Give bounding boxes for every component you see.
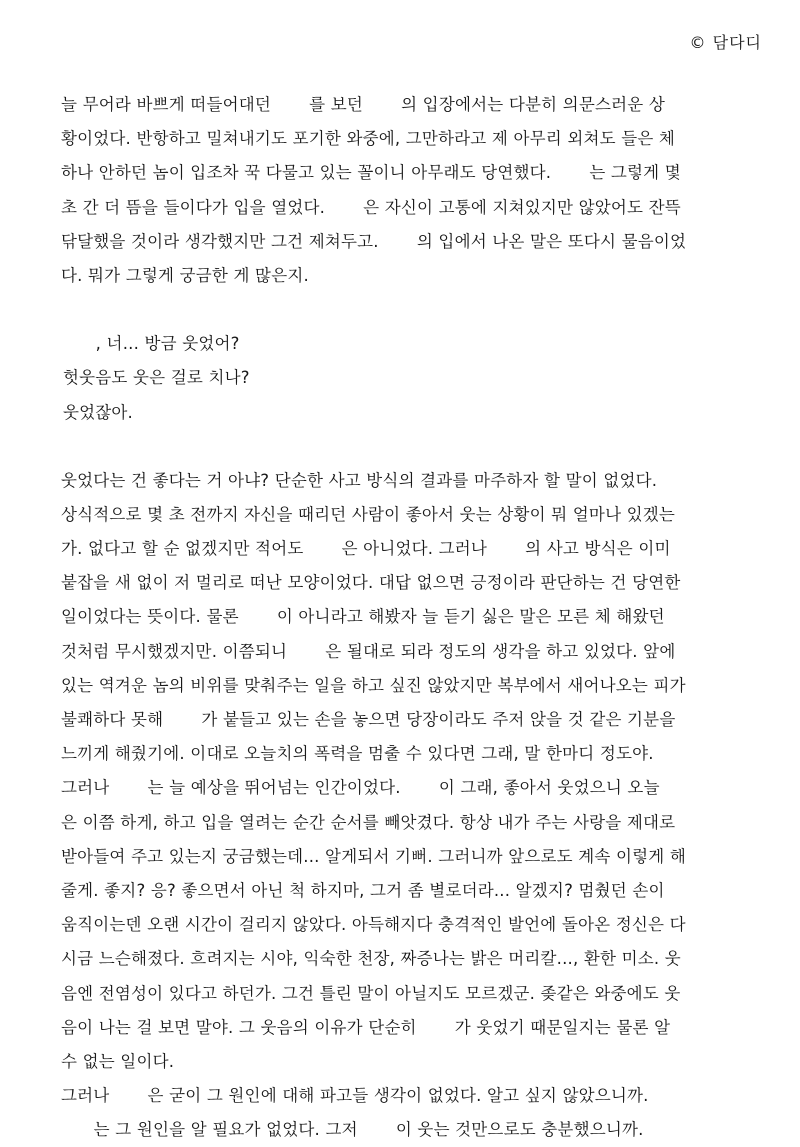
text-line: 하나 안하던 놈이 입조차 꾹 다물고 있는 꼴이니 아무래도 당연했다. 는 그렇게 몇 [61,163,681,183]
text-line: 상식적으로 몇 초 전까지 자신을 때리던 사람이 좋아서 웃는 상황이 뭐 얼마나 있겠는 [61,504,676,524]
text-line: 수 없는 일이다. [61,1051,175,1071]
text-line: 웃었다는 건 좋다는 거 아냐? 단순한 사고 방식의 결과를 마주하자 할 말이 없었다. [61,470,658,490]
dialogue-line: 웃었잖아. [63,402,134,422]
text-line: 일이었다는 뜻이다. 물론 이 아니라고 해봤자 늘 듣기 싫은 말은 모른 체 해왔던 [61,607,665,627]
text-line: 초 간 더 뜸을 들이다가 입을 열었다. 은 자신이 고통에 지쳐있지만 않았어도 잔뜩 [61,197,681,217]
text-line: 움직이는덴 오랜 시간이 걸리지 않았다. 아득해지다 충격적인 발언에 돌아온 정신은 다 [61,915,686,935]
text-line: 것처럼 무시했겠지만. 이쯤되니 은 될대로 되라 정도의 생각을 하고 있었다. 앞에 [61,641,676,661]
text-line: 줄게. 좋지? 응? 좋으면서 아닌 척 하지마, 그거 좀 별로더라... 알겠지? 멈췄던 손이 [61,880,665,900]
text-line: 그러나 은 굳이 그 원인에 대해 파고들 생각이 없었다. 알고 싶지 않았으니까. [61,1086,649,1106]
author-credit: © 담다디 [689,33,762,52]
paragraph-gap [61,430,761,464]
text-line: 그러나 는 늘 예상을 뛰어넘는 인간이었다. 이 그래, 좋아서 웃었으니 오늘 [61,778,660,798]
dialogue-line: , 너... 방금 웃었어? [63,334,240,354]
text-line: 붙잡을 새 없이 저 멀리로 떠난 모양이었다. 대답 없으면 긍정이라 판단하는 건 당연한 [61,573,681,593]
text-line: 시금 느슨해졌다. 흐려지는 시야, 익숙한 천장, 짜증나는 밝은 머리칼..., 환한 미소. 웃 [61,949,681,969]
text-line: 불쾌하다 못해 가 붙들고 있는 손을 놓으면 당장이라도 주저 앉을 것 같은 기분을 [61,710,676,729]
text-line: 은 이쯤 하게, 하고 입을 열려는 순간 순서를 빼앗겼다. 항상 내가 주는 사랑을 제대로 [61,812,676,832]
dialogue-line: 헛웃음도 웃은 걸로 치나? [63,368,250,388]
text-line: 받아들여 주고 있는지 궁금했는데... 알게되서 기뻐. 그러니까 앞으로도 계속 이렇게 해 [61,846,686,866]
text-line: 닦달했을 것이라 생각했지만 그건 제쳐두고. 의 입에서 나온 말은 또다시 물음이었 [61,231,687,251]
text-line: 늘 무어라 바쁘게 떠들어대던 를 보던 의 입장에서는 다분히 의문스러운 상 [61,95,665,114]
text-line: 황이었다. 반항하고 밀쳐내기도 포기한 와중에, 그만하라고 제 아무리 외쳐도 들은 체 [61,129,676,149]
text-line: 음이 나는 걸 보면 말야. 그 웃음의 이유가 단순히 가 웃었기 때문일지는 물론 알 [61,1017,671,1037]
text-line: 있는 역겨운 놈의 비위를 맞춰주는 일을 하고 싶진 않았지만 복부에서 새어나오는 피가 [61,675,686,695]
text-line: 음엔 전염성이 있다고 하던가. 그건 틀린 말이 아닐지도 모르겠군. 좆같은 와중에도 웃 [61,983,681,1003]
text-line: 느끼게 해줬기에. 이대로 오늘치의 폭력을 멈출 수 있다면 그래, 말 한마디 정도야. [61,744,654,764]
text-line: 는 그 원인을 알 필요가 없었다. 그저 이 웃는 것만으로도 충분했으니까. [61,1120,644,1140]
text-line: 다. 뭐가 그렇게 궁금한 게 많은지. [61,265,309,285]
story-text [61,88,761,1147]
text-line: 가. 없다고 할 순 없겠지만 적어도 은 아니었다. 그러나 의 사고 방식은 이미 [61,539,671,559]
paragraph-gap [61,293,761,327]
